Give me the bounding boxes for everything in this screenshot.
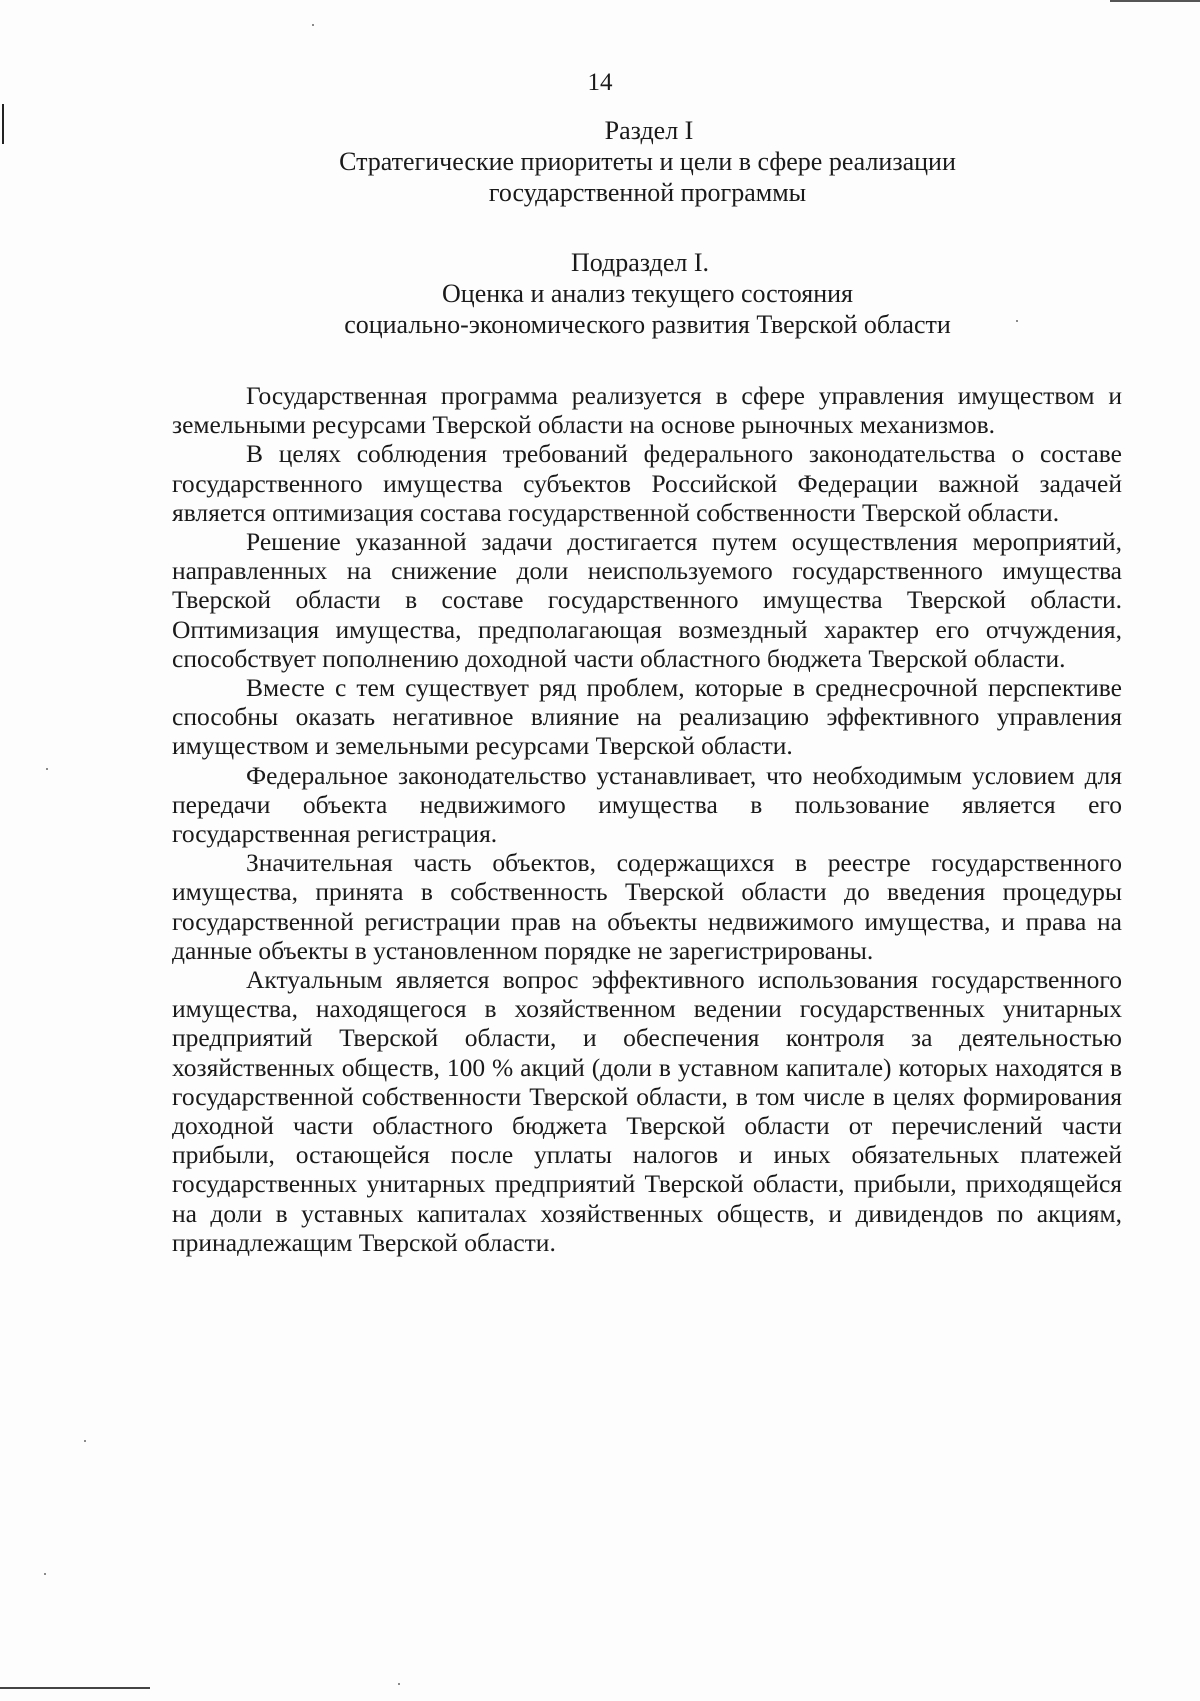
page-number: 14 xyxy=(587,69,613,96)
paragraph: Решение указанной задачи достигается путем осуществления мероприятий, направленных на снижение доли неиспользуемого государственного имущества Тверской области в составе государственного имущества Тверской области. Оптимизация имущества, предполагающая возмездный характер его отчуждения, способствует пополнению доходной части областного бюджета Тверской области. xyxy=(172,527,1122,673)
section-subtitle-line: государственной программы xyxy=(488,178,807,207)
section-title: Раздел I xyxy=(604,116,694,145)
section-heading xyxy=(0,115,1200,208)
subsection-subtitle-line: социально-экономического развития Тверской области xyxy=(344,310,951,339)
paragraph: Актуальным является вопрос эффективного использования государственного имущества, находящегося в хозяйственном ведении государственных унитарных предприятий Тверской области, и обеспечения контроля за деятельностью хозяйственных обществ, 100 % акций (доли в уставном капитале) которых находятся в государственной собственности Тверской области, в том числе в целях формирования доходной части областного бюджета Тверской области от перечислений части прибыли, остающейся после уплаты налогов и иных обязательных платежей государственных унитарных предприятий Тверской области, прибыли, приходящейся на доли в уставных капиталах хозяйственных обществ, и дивидендов по акциям, принадлежащим Тверской области. xyxy=(172,965,1122,1257)
subsection-heading xyxy=(0,247,1200,340)
scan-speck xyxy=(84,1440,86,1442)
subsection-subtitle-line: Оценка и анализ текущего состояния xyxy=(442,279,853,308)
scan-speck xyxy=(398,1683,400,1685)
paragraph: Государственная программа реализуется в сфере управления имуществом и земельными ресурсами Тверской области на основе рыночных механизмов. xyxy=(172,381,1122,440)
subsection-title: Подраздел I. xyxy=(571,248,709,277)
scan-edge-mark xyxy=(0,1687,150,1689)
document-body xyxy=(172,381,1122,1257)
scan-speck xyxy=(44,1573,46,1575)
paragraph: В целях соблюдения требований федерального законодательства о составе государственного имущества субъектов Российской Федерации важной задачей является оптимизация состава государственной собственности Тверской области. xyxy=(172,439,1122,527)
paragraph: Федеральное законодательство устанавливает, что необходимым условием для передачи объекта недвижимого имущества в пользование является его государственная регистрация. xyxy=(172,760,1122,849)
scan-speck xyxy=(312,24,314,26)
scan-edge-mark xyxy=(1110,0,1200,2)
paragraph: Вместе с тем существует ряд проблем, которые в среднесрочной перспективе способны оказать негативное влияние на реализацию эффективного управления имуществом и земельными ресурсами Тверской области. xyxy=(172,673,1122,761)
paragraph: Значительная часть объектов, содержащихся в реестре государственного имущества, принята в собственность Тверской области до введения процедуры государственной регистрации прав на объекты недвижимого имущества, и права на данные объекты в установленном порядке не зарегистрированы. xyxy=(172,848,1122,965)
scan-speck xyxy=(46,768,48,770)
section-subtitle-line: Стратегические приоритеты и цели в сфере реализации xyxy=(339,147,956,176)
